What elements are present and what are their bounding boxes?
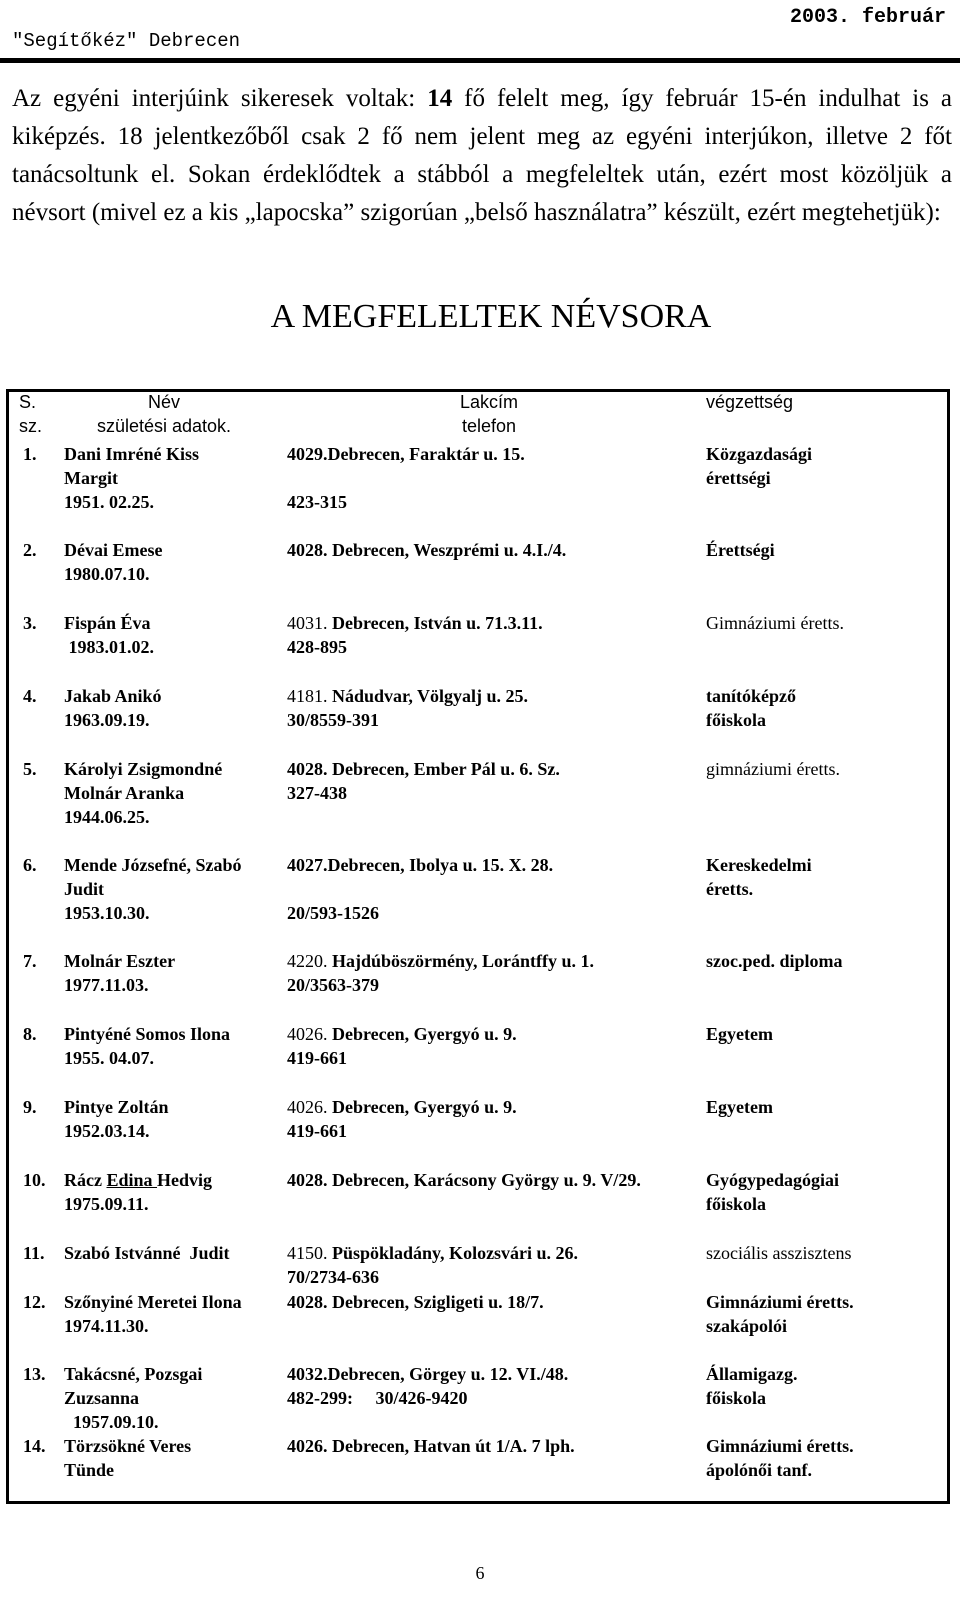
row-name: Mende Józsefné, Szabó Judit 1953.10.30. (64, 855, 242, 923)
row-name: Szőnyiné Meretei Ilona 1974.11.30. (64, 1292, 242, 1336)
row-education: Érettségi (706, 540, 775, 560)
row-education: Gimnáziumi éretts. (706, 613, 844, 633)
row-address: 4032.Debrecen, Görgey u. 12. VI./48. 482-299: 30/426-9420 (287, 1364, 569, 1408)
row-address: 4031. Debrecen, István u. 71.3.11. 428-895 (287, 613, 543, 657)
page-number: 6 (475, 1563, 485, 1583)
row-address: 4028. Debrecen, Weszprémi u. 4.I./4. (287, 540, 567, 560)
row-number: 6. (23, 855, 37, 875)
row-education: Egyetem (706, 1024, 773, 1044)
row-address: 4150. Püspökladány, Kolozsvári u. 26. 70/2734-636 (287, 1243, 579, 1287)
row-name: Szabó Istvánné Judit (64, 1243, 230, 1263)
intro-text-1: Az egyéni interjúink sikeresek voltak: (12, 85, 428, 112)
row-education: Gimnáziumi éretts. ápolónői tanf. (706, 1436, 854, 1480)
results-table (6, 389, 950, 1504)
row-education: tanítóképző főiskola (706, 686, 796, 730)
row-address: 4029.Debrecen, Faraktár u. 15. 423-315 (287, 444, 525, 512)
row-address: 4026. Debrecen, Hatvan út 1/A. 7 lph. (287, 1436, 575, 1456)
row-address: 4028. Debrecen, Ember Pál u. 6. Sz. 327-438 (287, 759, 560, 803)
row-address: 4181. Nádudvar, Völgyalj u. 25. 30/8559-391 (287, 686, 529, 730)
row-number: 9. (23, 1097, 37, 1117)
row-number: 2. (23, 540, 37, 560)
row-address: 4027.Debrecen, Ibolya u. 15. X. 28. 20/593-1526 (287, 855, 554, 923)
row-education: szociális asszisztens (706, 1243, 852, 1263)
row-name: Károlyi Zsigmondné Molnár Aranka 1944.06.25. (64, 759, 223, 827)
row-number: 13. (23, 1364, 46, 1384)
row-number: 7. (23, 951, 37, 971)
header-education: végzettség (706, 392, 794, 412)
row-education: Közgazdasági érettségi (706, 444, 812, 488)
row-name: Dani Imréné Kiss Margit 1951. 02.25. (64, 444, 199, 512)
row-name: Molnár Eszter 1977.11.03. (64, 951, 176, 995)
row-number: 14. (23, 1436, 46, 1456)
row-education: szoc.ped. diploma (706, 951, 843, 971)
row-name: Fispán Éva 1983.01.02. (64, 613, 154, 657)
row-education: Egyetem (706, 1097, 773, 1117)
header-rule (0, 58, 960, 63)
row-name: Dévai Emese 1980.07.10. (64, 540, 163, 584)
intro-text-2: fő felelt meg, így február 15-én indulhat is a kiképzés. 18 jelentkezőből csak 2 fő nem jelent meg az egyéni interjúkon, illetve 2 főt tanácsoltunk el. Sokan érdeklődtek a stábból a megfeleltek után, ezért most közöljük a névsort (mivel ez a kis „lapocska” szigorúan „belső használatra” készült, ezért megtehetjük): (12, 85, 952, 226)
list-title: A MEGFELELTEK NÉVSORA (270, 298, 712, 335)
row-number: 12. (23, 1292, 46, 1312)
header-address: Lakcím telefon (459, 392, 519, 436)
row-education: gimnáziumi éretts. (706, 759, 840, 779)
row-address: 4028. Debrecen, Szigligeti u. 18/7. (287, 1292, 544, 1312)
row-number: 8. (23, 1024, 37, 1044)
row-address: 4220. Hajdúböszörmény, Lorántffy u. 1. 20/3563-379 (287, 951, 595, 995)
intro-paragraph (12, 80, 952, 232)
row-name: Törzsökné Veres Tünde (64, 1436, 192, 1480)
header-date: 2003. február (789, 6, 946, 29)
row-number: 5. (23, 759, 37, 779)
header-name: Név születési adatok. (96, 392, 232, 436)
row-name: Takácsné, Pozsgai Zuzsanna 1957.09.10. (64, 1364, 203, 1432)
intro-count: 14 (427, 85, 453, 112)
row-education: Gyógypedagógiai főiskola (706, 1170, 840, 1214)
row-education: Gimnáziumi éretts. szakápolói (706, 1292, 854, 1336)
row-number: 4. (23, 686, 37, 706)
row-number: 3. (23, 613, 37, 633)
header-org: "Segítőkéz" Debrecen (12, 30, 241, 52)
row-name: Jakab Anikó 1963.09.19. (64, 686, 162, 730)
page-header (0, 0, 960, 58)
row-education: Államigazg. főiskola (706, 1364, 798, 1408)
row-number: 11. (23, 1243, 45, 1263)
row-number: 10. (23, 1170, 46, 1190)
header-number: S. sz. (19, 392, 43, 436)
row-name: Pintyéné Somos Ilona 1955. 04.07. (64, 1024, 231, 1068)
row-education: Kereskedelmi éretts. (706, 855, 812, 899)
row-name: Pintye Zoltán 1952.03.14. (64, 1097, 169, 1141)
row-number: 1. (23, 444, 37, 464)
row-address: 4028. Debrecen, Karácsony György u. 9. V/29. (287, 1170, 641, 1190)
row-name: Rácz Edina Hedvig 1975.09.11. (64, 1170, 213, 1214)
row-address: 4026. Debrecen, Gyergyó u. 9. 419-661 (287, 1024, 517, 1068)
row-address: 4026. Debrecen, Gyergyó u. 9. 419-661 (287, 1097, 517, 1141)
